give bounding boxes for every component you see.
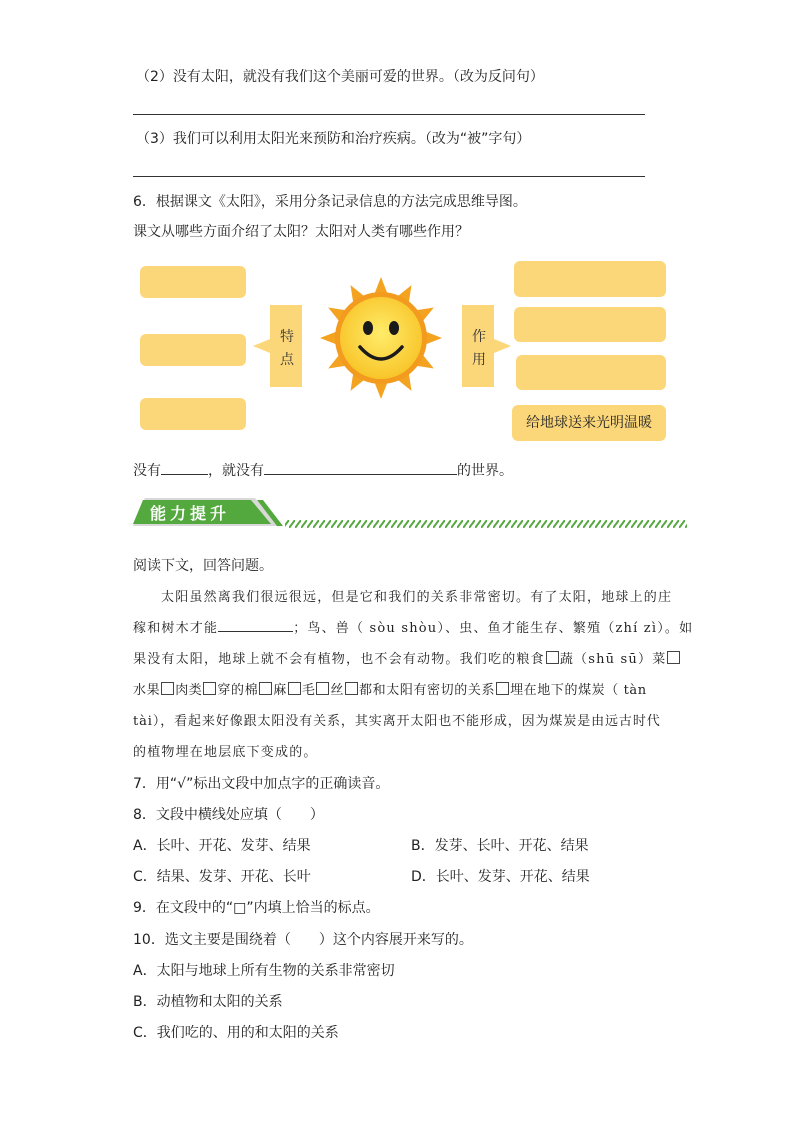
- question-10: 10．选文主要是围绕着（ ）这个内容展开来写的。: [133, 932, 473, 948]
- answer-line: [133, 114, 645, 115]
- effect-box-filled: 给地球送来光明温暖: [512, 405, 666, 441]
- effect-box-3: [516, 355, 666, 390]
- passage-line-5: tài），看起来好像跟太阳没有关系，其实离开太阳也不能形成，因为煤炭是由远古时代: [133, 714, 661, 729]
- question-6-title: 6．根据课文《太阳》，采用分条记录信息的方法完成思维导图。: [133, 194, 527, 210]
- question-8: 8．文段中横线处应填（ ）: [133, 807, 324, 823]
- q8-option-a: A．长叶、开花、发芽、结果: [133, 838, 311, 854]
- passage-line-4: 水果 肉类 穿的棉 麻 毛 丝 都和太阳有密切的关系 埋在地下的煤炭（ tàn: [133, 683, 647, 698]
- q8-option-b: B．发芽、长叶、开花、结果: [411, 838, 589, 854]
- punct-box: [161, 682, 174, 695]
- trait-label: 特点: [280, 329, 294, 368]
- q8-option-d: D．长叶、发芽、开花、结果: [411, 869, 590, 885]
- punct-box: [316, 682, 329, 695]
- effect-box-1: [514, 261, 666, 297]
- punct-box: [345, 682, 358, 695]
- answer-line: [133, 176, 645, 177]
- passage-line-6: 的植物埋在地层底下变成的。: [133, 745, 318, 760]
- punct-box: [259, 682, 272, 695]
- passage-blank: [218, 631, 293, 632]
- punct-box: [546, 651, 559, 664]
- fill-blank-1: [161, 474, 208, 475]
- read-instruction: 阅读下文，回答问题。: [133, 558, 273, 574]
- punct-box: [496, 682, 509, 695]
- fill-text-2: ，就没有: [208, 463, 264, 479]
- q10-option-b: B．动植物和太阳的关系: [133, 994, 283, 1010]
- punct-box: [288, 682, 301, 695]
- effect-box-2: [514, 307, 666, 342]
- passage-line-3: 果没有太阳，地球上就不会有植物，也不会有动物。我们吃的粮食 蔬（shū sū）菜: [133, 651, 681, 669]
- smiling-sun-icon: [316, 273, 446, 403]
- q8-option-c: C．结果、发芽、开花、长叶: [133, 869, 311, 885]
- question-9: 9．在文段中的“□”内填上恰当的标点。: [133, 900, 380, 916]
- question-6-question: 课文从哪些方面介绍了太阳？太阳对人类有哪些作用？: [133, 224, 469, 240]
- punct-box: [203, 682, 216, 695]
- passage-line-1: 太阳虽然离我们很远很远，但是它和我们的关系非常密切。有了太阳，地球上的庄: [161, 590, 673, 605]
- fill-text-1: 没有: [133, 463, 161, 479]
- punct-box: [667, 651, 680, 664]
- effect-label: 作用: [472, 329, 486, 368]
- passage-line-2: 稼和树木才能 ；鸟、兽（ sòu shòu）、虫、鱼才能生存、繁殖（zhí zì）。如: [133, 621, 694, 636]
- question-2: （2）没有太阳，就没有我们这个美丽可爱的世界。（改为反问句）: [136, 69, 544, 85]
- trait-box-1: [140, 266, 246, 298]
- question-7: 7．用“√”标出文段中加点字的正确读音。: [133, 776, 390, 792]
- question-3: （3）我们可以利用太阳光来预防和治疗疾病。（改为“被”字句）: [136, 131, 531, 147]
- q10-option-c: C．我们吃的、用的和太阳的关系: [133, 1025, 339, 1041]
- trait-box-3: [140, 398, 246, 430]
- trait-arrow: [250, 305, 305, 387]
- q10-option-a: A．太阳与地球上所有生物的关系非常密切: [133, 963, 395, 979]
- fill-sentence: [133, 462, 513, 480]
- fill-blank-2: [264, 474, 457, 475]
- trait-box-2: [140, 334, 246, 366]
- fill-text-3: 的世界。: [457, 463, 513, 479]
- section-title: 能力提升: [150, 504, 231, 523]
